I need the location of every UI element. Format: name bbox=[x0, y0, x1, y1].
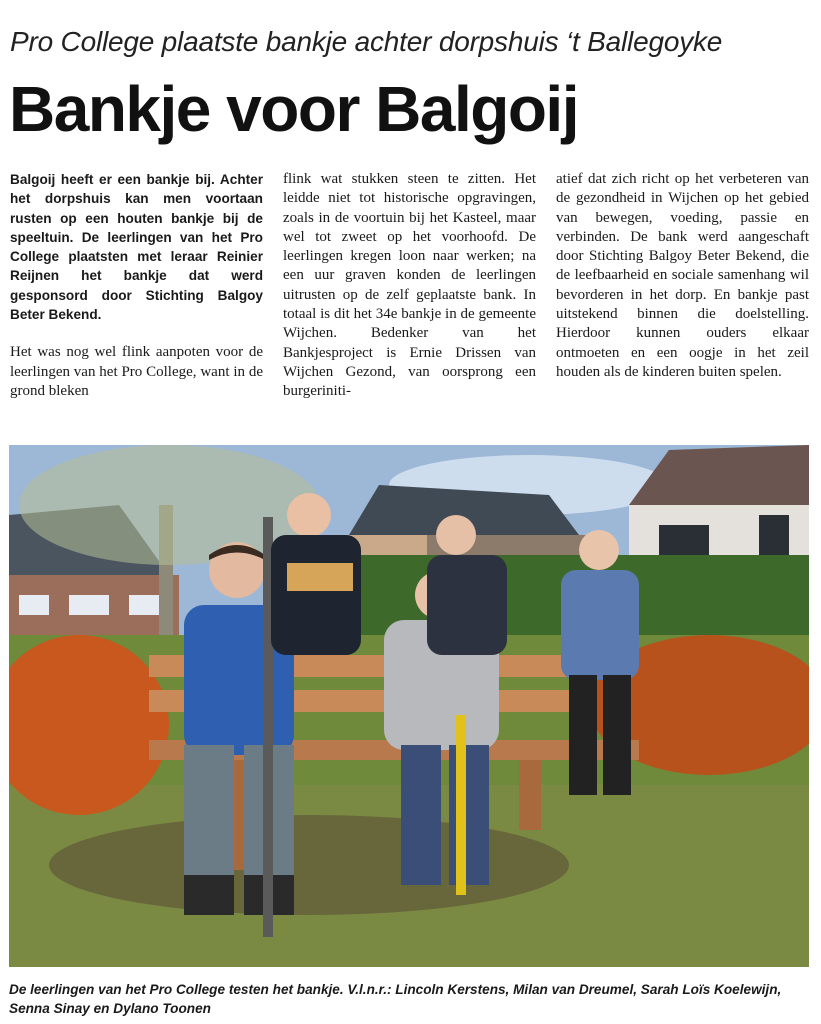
article-lead: Balgoij heeft er een bankje bij. Achter het dorpshuis kan men voortaan rusten op een houten bankje bij de speeltuin. De leerlingen van het Pro College plaatsten met leraar Reinier Reijnen het bankje dat werd gesponsord door Stichting Balgoy Beter Bekend. bbox=[10, 172, 263, 323]
column-3-text: atief dat zich richt op het verbeteren van de gezondheid in Wijchen op het gebied van bewegen, voeding, passie en verbinden. De bank werd aangeschaft door Stichting Balgoy Beter Bekend, die de leefbaarheid en sociale samenhang wil bevorderen in het dorp. En bankje past uitstekend binnen die doelstelling. Hierdoor kunnen ouders elkaar ontmoeten en een oogje in het zeil houden als de kinderen buiten spelen. bbox=[556, 171, 809, 380]
photo-caption: De leerlingen van het Pro College testen het bankje. V.l.n.r.: Lincoln Kerstens, Milan van Dreumel, Sarah Loïs Koelewijn, Senna Sinay en Dylano Toonen bbox=[9, 982, 782, 1016]
dirt-patch bbox=[49, 815, 569, 915]
photo-illustration bbox=[9, 445, 809, 967]
column-1-text: Het was nog wel flink aanpoten voor de leerlingen van het Pro College, want in de grond bleken bbox=[10, 344, 263, 399]
article-headline: Bankje voor Balgoij bbox=[9, 73, 578, 145]
column-2 bbox=[283, 170, 536, 428]
column-2-text: flink wat stukken steen te zitten. Het leidde niet tot historische opgravingen, zoals in de voortuin bij het Kasteel, maar wel tot zweet op het voorhoofd. De leerlingen kregen loon naar werken; na een uur graven konden de leerlingen uitrusten op de zelf geplaatste bank. In totaal is dit het 34e bankje in de gemeente Wijchen. Bedenker van het Bankjesproject is Ernie Drissen van Wijchen Gezond, van oorsprong een burgeriniti- bbox=[283, 171, 536, 400]
column-1 bbox=[10, 170, 263, 428]
article-body bbox=[10, 170, 810, 428]
yellow-stake bbox=[456, 715, 466, 895]
article-kicker: Pro College plaatste bankje achter dorpshuis ‘t Ballegoyke bbox=[10, 26, 723, 57]
mallet bbox=[287, 563, 353, 591]
column-3 bbox=[556, 170, 809, 428]
article-photo bbox=[9, 445, 809, 967]
